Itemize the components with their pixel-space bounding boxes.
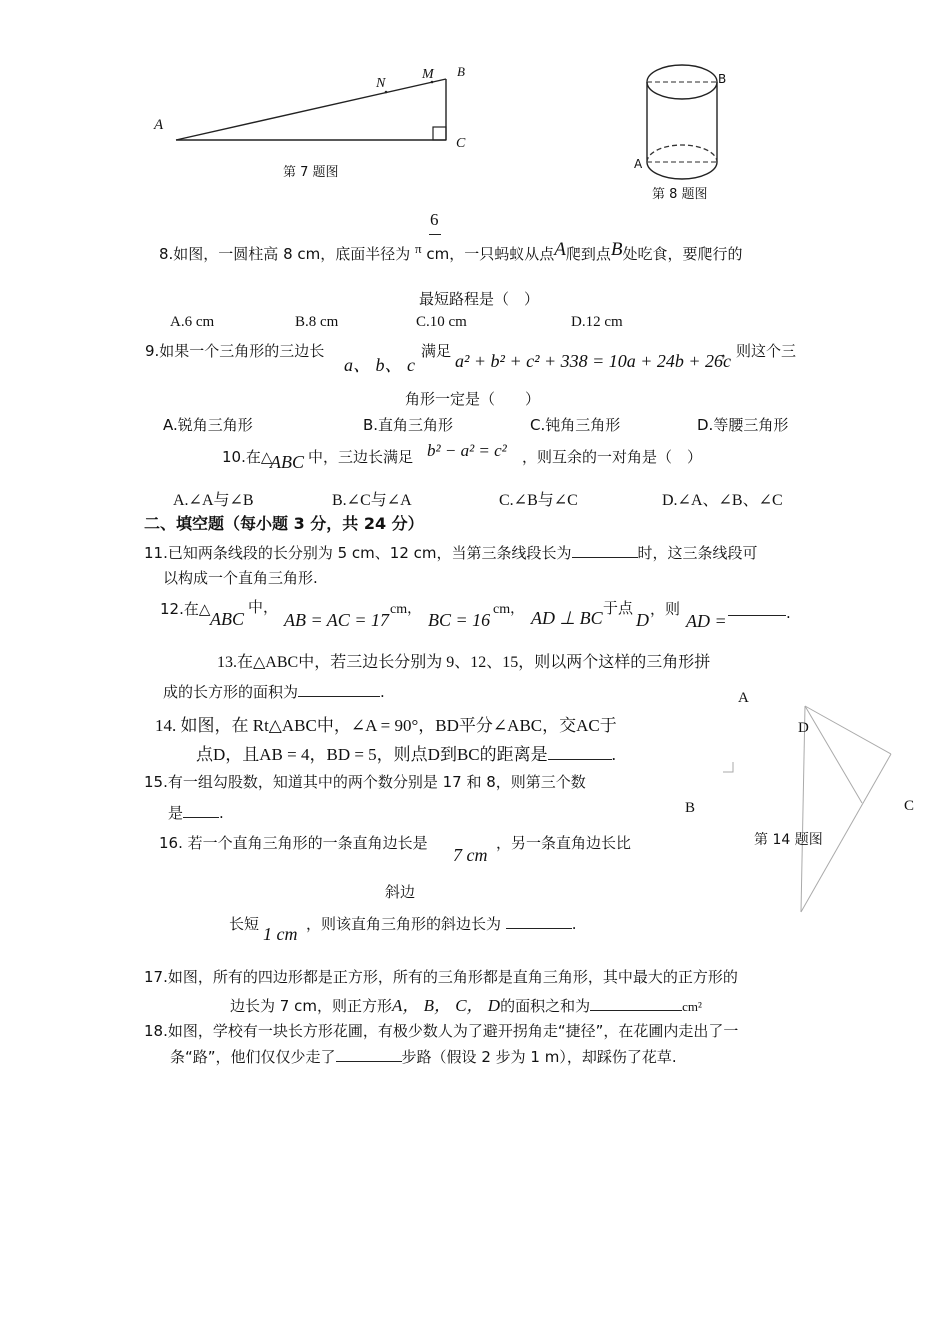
figure-7-label-c: C <box>456 136 466 151</box>
q14-text-a: 点D，且AB = 4，BD = 5，则点D到BC的距离是 <box>196 745 548 764</box>
q12-text-d: ，则 <box>650 600 681 618</box>
figure-7-caption: 第 7 题图 <box>283 165 339 180</box>
q18-text-a: 条“路”，他们仅仅少走了 <box>170 1048 336 1066</box>
q8-text-a: 8.如图，一圆柱高 8 cm，底面半径为 <box>159 245 411 263</box>
figure-7-label-n: N <box>376 76 386 91</box>
q17-text-b: 的面积之和为 <box>500 997 591 1015</box>
q10-equation: b² − a² = c² <box>427 441 507 460</box>
q8-option-c: C.10 cm <box>416 314 467 330</box>
q15-text-a: 是 <box>168 804 184 822</box>
q12-eq-ab-ac: AB = AC = 17 <box>284 610 389 630</box>
q17-text-a: 边长为 7 cm，则正方形 <box>230 997 392 1015</box>
q12-eq-ad: AD = <box>686 611 727 631</box>
q10-triangle-abc: ABC <box>270 452 304 472</box>
q10-option-c: C.∠B与∠C <box>499 492 578 509</box>
q12-eq-bc: BC = 16 <box>428 610 491 630</box>
q10-text-a: 10.在△ <box>222 448 273 466</box>
figure-14-label-b: B <box>685 800 696 816</box>
q18-line-2 <box>170 1046 677 1067</box>
q12-triangle-abc: ABC <box>210 609 244 629</box>
q10-option-b: B.∠C与∠A <box>332 492 412 509</box>
q12-text-c: 于点 <box>603 599 634 617</box>
q8-fraction-denominator: π <box>415 241 422 256</box>
q12-end: . <box>786 604 791 622</box>
q18-text-b: 步路（假设 2 步为 1 m），却踩伤了花草. <box>401 1048 677 1066</box>
q9-text-a: 9.如果一个三角形的三边长 <box>145 342 325 360</box>
q11-text-a: 11.已知两条线段的长分别为 5 cm、12 cm，当第三条线段长为 <box>144 544 572 562</box>
q8-text-d: 处吃食，要爬行的 <box>622 245 743 263</box>
figure-14-label-c: C <box>904 798 915 814</box>
figure-14-caption: 第 14 题图 <box>754 832 823 848</box>
figure-14-label-a: A <box>738 690 749 706</box>
q12-unit-1: cm， <box>390 602 422 617</box>
q16-answer-blank[interactable] <box>506 914 572 929</box>
q9-option-a: A.锐角三角形 <box>163 416 253 434</box>
q17-answer-blank[interactable] <box>590 996 682 1011</box>
figure-14-label-d: D <box>798 720 809 736</box>
section-2-heading: 二、填空题（每小题 3 分，共 24 分） <box>144 514 424 533</box>
q12-text-a: 12.在△ <box>160 600 211 618</box>
q8-text-c: 爬到点 <box>565 245 611 263</box>
q16-text-b: ，另一条直角边长比 <box>496 834 632 852</box>
q9-text-c: ，则这个三 <box>721 342 797 360</box>
q16-text-a: 16. 若一个直角三角形的一条直角边长是 <box>159 834 428 852</box>
q13-text-a: 成的长方形的面积为 <box>163 683 299 701</box>
q15-line-1: 15.有一组勾股数，知道其中的两个数分别是 17 和 8，则第三个数 <box>144 773 586 791</box>
q8-option-a: A.6 cm <box>170 314 215 330</box>
q17-variables: A， B， C， D <box>391 996 501 1015</box>
q11-line-2: 以构成一个直角三角形. <box>163 569 318 587</box>
q14-text-b: . <box>611 745 616 764</box>
figure-8-caption: 第 8 题图 <box>652 187 708 202</box>
q8-text-b: cm，一只蚂蚁从点 <box>426 245 555 263</box>
q8-line-2: 最短路程是（ ） <box>419 290 540 308</box>
q16-text-d: ，则该直角三角形的斜边长为 <box>306 915 502 933</box>
figure-8-label-a: A <box>634 157 643 171</box>
q15-line-2 <box>168 802 224 823</box>
q9-line-2: 角形一定是（ ） <box>405 390 541 408</box>
q10-option-a: A.∠A与∠B <box>173 492 254 509</box>
q12-text-b: 中， <box>248 598 279 616</box>
q15-answer-blank[interactable] <box>183 803 219 818</box>
q17-line-2 <box>230 991 702 1016</box>
q9-variables: a、 b、 c <box>344 355 415 375</box>
q13-line-1: 13.在△ABC中，若三边长分别为 9、12、15，则以两个这样的三角形拼 <box>217 654 711 671</box>
q8-option-b: B.8 cm <box>295 314 339 330</box>
q10-text-c: ，则互余的一对角是（ ） <box>522 448 703 466</box>
q9-equation: a² + b² + c² + 338 = 10a + 24b + 26c <box>455 351 732 371</box>
q18-answer-blank[interactable] <box>336 1047 402 1062</box>
q8-option-d: D.12 cm <box>571 314 623 330</box>
figure-7-label-a: A <box>154 117 164 133</box>
q13-text-b: . <box>380 683 385 701</box>
q18-line-1: 18.如图，学校有一块长方形花圃，有极少数人为了避开拐角走“捷径”，在花圃内走出了一 <box>144 1022 739 1040</box>
q10-text-b: 中，三边长满足 <box>308 448 414 466</box>
figure-7-label-m: M <box>422 67 434 82</box>
q9-option-d: D.等腰三角形 <box>697 416 789 434</box>
q12-point-d: D <box>636 610 649 630</box>
q8-point-a: A <box>554 239 566 260</box>
q16-value-1: 7 cm <box>453 845 488 865</box>
q12-eq-perp: AD ⊥ BC <box>531 608 603 628</box>
q11-text-b: 时，这三条线段可 <box>637 544 758 562</box>
q9-option-b: B.直角三角形 <box>363 416 454 434</box>
figure-8-label-b: B <box>718 72 727 86</box>
q12-unit-2: cm， <box>493 602 525 617</box>
q16-text-c: 长短 <box>229 915 260 933</box>
q9-option-c: C.钝角三角形 <box>530 416 621 434</box>
q16-text-e: . <box>571 915 577 933</box>
q15-text-b: . <box>219 804 224 822</box>
q17-unit: cm² <box>682 999 702 1014</box>
q16-line-2: 斜边 <box>385 883 416 901</box>
q8-point-b: B <box>610 239 623 260</box>
q16-value-2: 1 cm <box>263 924 298 944</box>
q16-line-3 <box>306 913 577 934</box>
q14-line-1: 14. 如图，在 Rt△ABC中，∠A = 90°，BD平分∠ABC，交AC于 <box>155 716 617 735</box>
figure-7-label-b: B <box>457 64 465 79</box>
q10-option-d: D.∠A、∠B、∠C <box>662 492 783 509</box>
q9-text-b: 满足 <box>421 342 452 360</box>
q8-fraction-numerator: 6 <box>430 210 439 229</box>
q17-line-1: 17.如图，所有的四边形都是正方形，所有的三角形都是直角三角形，其中最大的正方形的 <box>144 968 738 986</box>
